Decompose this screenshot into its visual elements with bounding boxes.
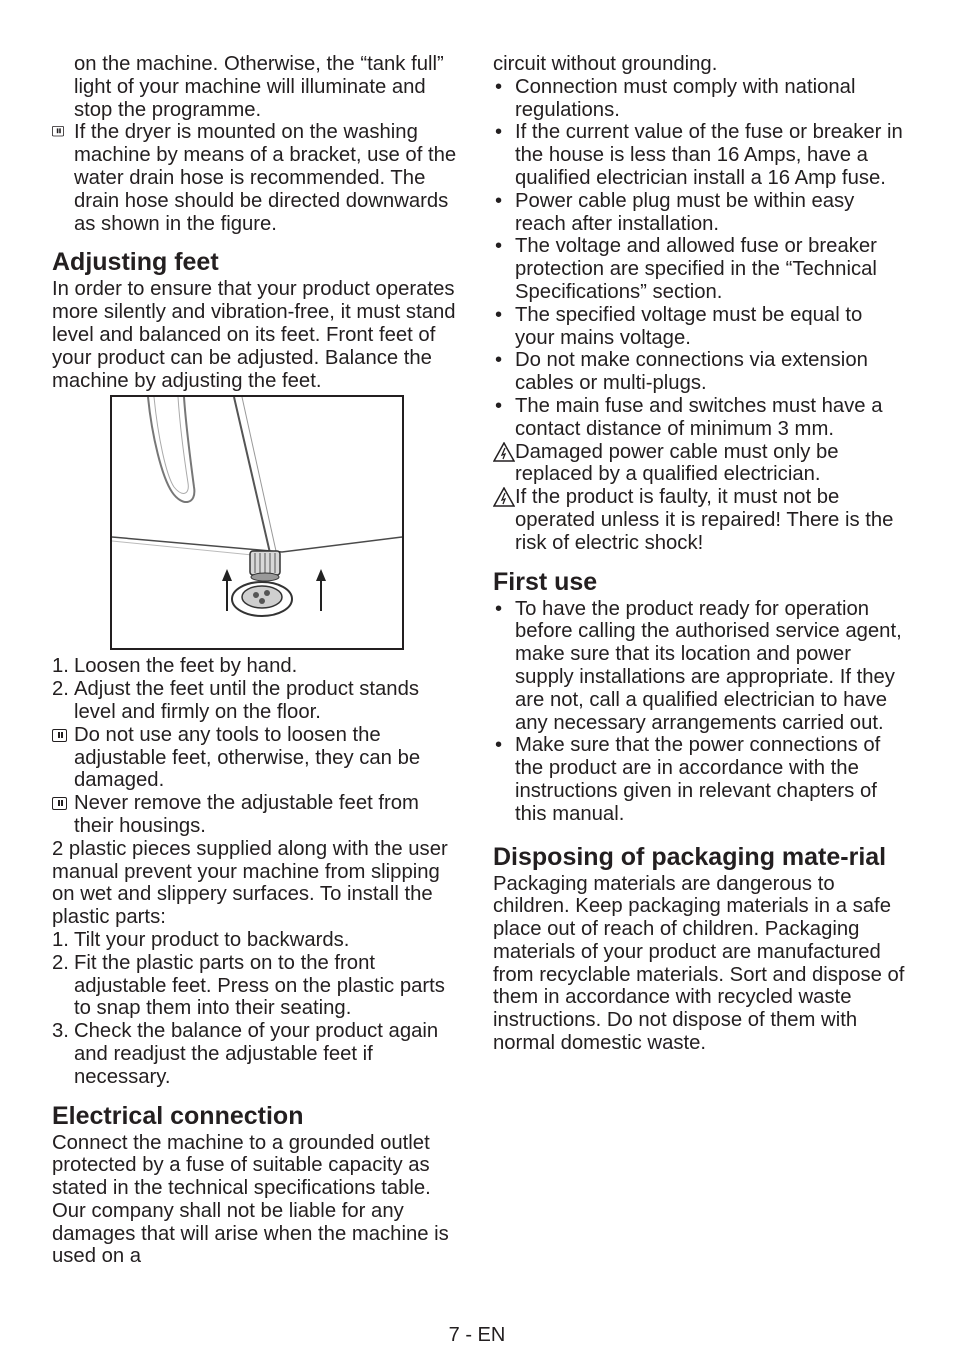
step-text: Fit the plastic parts on to the front adjustable feet. Press on the plastic parts to snap them into their seating. [74, 951, 445, 1020]
bullet-item [493, 304, 907, 350]
step-item [52, 952, 462, 1020]
bullet-mark: • [495, 189, 503, 212]
step-item [52, 655, 462, 678]
bullet-mark: • [495, 121, 503, 144]
warning-triangle-icon [493, 442, 515, 462]
bullet-item [493, 395, 907, 441]
right-column [493, 53, 907, 1055]
bullet-text: Power cable plug must be within easy reach after installation. [515, 189, 855, 235]
step-number: 3. [52, 1020, 69, 1043]
step-item [52, 1020, 462, 1088]
bullet-item [493, 734, 907, 825]
info-note-text: If the dryer is mounted on the washing machine by means of a bracket, use of the water drain hose is recommended. The drain hose should be directed downwards as shown in the figure. [74, 121, 457, 235]
page-number: 7 - EN [448, 1324, 506, 1346]
info-icon [52, 126, 64, 136]
step-number: 1. [52, 928, 69, 951]
bullet-item [493, 349, 907, 395]
bullet-text: The specified voltage must be equal to your mains voltage. [515, 303, 863, 349]
heading-electrical-connection: Electrical connection [52, 1101, 304, 1130]
left-column [52, 53, 462, 1268]
bullet-text: Connection must comply with national regulations. [515, 75, 856, 121]
bullet-item [493, 190, 907, 236]
warning-note [493, 441, 907, 487]
bullet-mark: • [495, 394, 503, 417]
bullet-item [493, 76, 907, 122]
continuation-text: circuit without grounding. [493, 53, 718, 75]
bullet-mark: • [495, 75, 503, 98]
step-item [52, 929, 462, 952]
info-note-housings [52, 792, 462, 838]
warning-text: Damaged power cable must only be replaced by a qualified electrician. [515, 440, 839, 486]
step-text: Adjust the feet until the product stands level and firmly on the floor. [74, 678, 419, 723]
info-icon [52, 729, 67, 742]
bullet-item [493, 598, 907, 735]
heading-disposing-packaging: Disposing of packaging mate-rial [493, 842, 887, 871]
machine-foot-illustration [112, 397, 402, 648]
bullet-item [493, 121, 907, 189]
bullet-text: To have the product ready for operation before calling the authorised service agent, make sure that its location and power supply installations are appropriate. If they are not, call a qualified electrician to have any necessary arrangements carried out. [515, 597, 902, 734]
bullet-item [493, 235, 907, 303]
step-number: 1. [52, 655, 69, 678]
info-note-text: Do not use any tools to loosen the adjustable feet, otherwise, they can be damaged. [74, 723, 421, 792]
heading-adjusting-feet: Adjusting feet [52, 248, 219, 277]
bullet-text: Make sure that the power connections of the product are in accordance with the instructions given in relevant chapters of this manual. [515, 734, 881, 825]
step-number: 2. [52, 951, 69, 974]
adjusting-feet-body: In order to ensure that your product operates more silently and vibration-free, it must stand level and balanced on its feet. Front feet of your product can be adjusted. Balance the machine by adjusting the feet. [52, 278, 456, 392]
adjusting-feet-figure [110, 395, 404, 650]
warning-triangle-icon [493, 487, 515, 507]
electrical-body: Connect the machine to a grounded outlet protected by a fuse of suitable capacity as stated in the technical specifications table. Our company shall not be liable for any damages that will arise when the machine is used on a [52, 1131, 449, 1268]
bullet-mark: • [495, 349, 503, 372]
bullet-mark: • [495, 734, 503, 757]
info-note-dryer [52, 121, 462, 235]
warning-text: If the product is faulty, it must not be operated unless it is repaired! There is the risk of electric shock! [515, 486, 894, 554]
heading-first-use: First use [493, 567, 598, 596]
disposing-body: Packaging materials are dangerous to children. Keep packaging materials in a safe place out of reach of children. Packaging materials of your product are manufactured from recyclable materials. Sort and dispose of them in accordance with recycled waste instructions. Do not dispose of them with normal domestic waste. [493, 872, 905, 1055]
bullet-mark: • [495, 303, 503, 326]
step-text: Check the balance of your product again and readjust the adjustable feet if necessary. [74, 1020, 439, 1088]
plastic-parts-intro: 2 plastic pieces supplied along with the user manual prevent your machine from slipping on wet and slippery surfaces. To install the plastic parts: [52, 837, 448, 929]
info-icon [52, 797, 67, 810]
bullet-text: If the current value of the fuse or breaker in the house is less than 16 Amps, have a qualified electrician install a 16 Amp fuse. [515, 121, 903, 189]
info-note-text: Never remove the adjustable feet from their housings. [74, 792, 419, 837]
info-note-tools [52, 724, 462, 792]
step-text: Loosen the feet by hand. [74, 655, 298, 678]
bullet-mark: • [495, 235, 503, 258]
step-text: Tilt your product to backwards. [74, 928, 350, 951]
bullet-text: Do not make connections via extension cables or multi-plugs. [515, 349, 868, 395]
continuation-text: on the machine. Otherwise, the “tank full” light of your machine will illuminate and stop the programme. [74, 53, 444, 121]
bullet-text: The main fuse and switches must have a contact distance of minimum 3 mm. [515, 394, 883, 440]
step-number: 2. [52, 678, 69, 701]
step-item [52, 678, 462, 724]
warning-note [493, 486, 907, 554]
bullet-mark: • [495, 597, 503, 620]
bullet-text: The voltage and allowed fuse or breaker protection are specified in the “Technical Specifications” section. [515, 235, 877, 303]
